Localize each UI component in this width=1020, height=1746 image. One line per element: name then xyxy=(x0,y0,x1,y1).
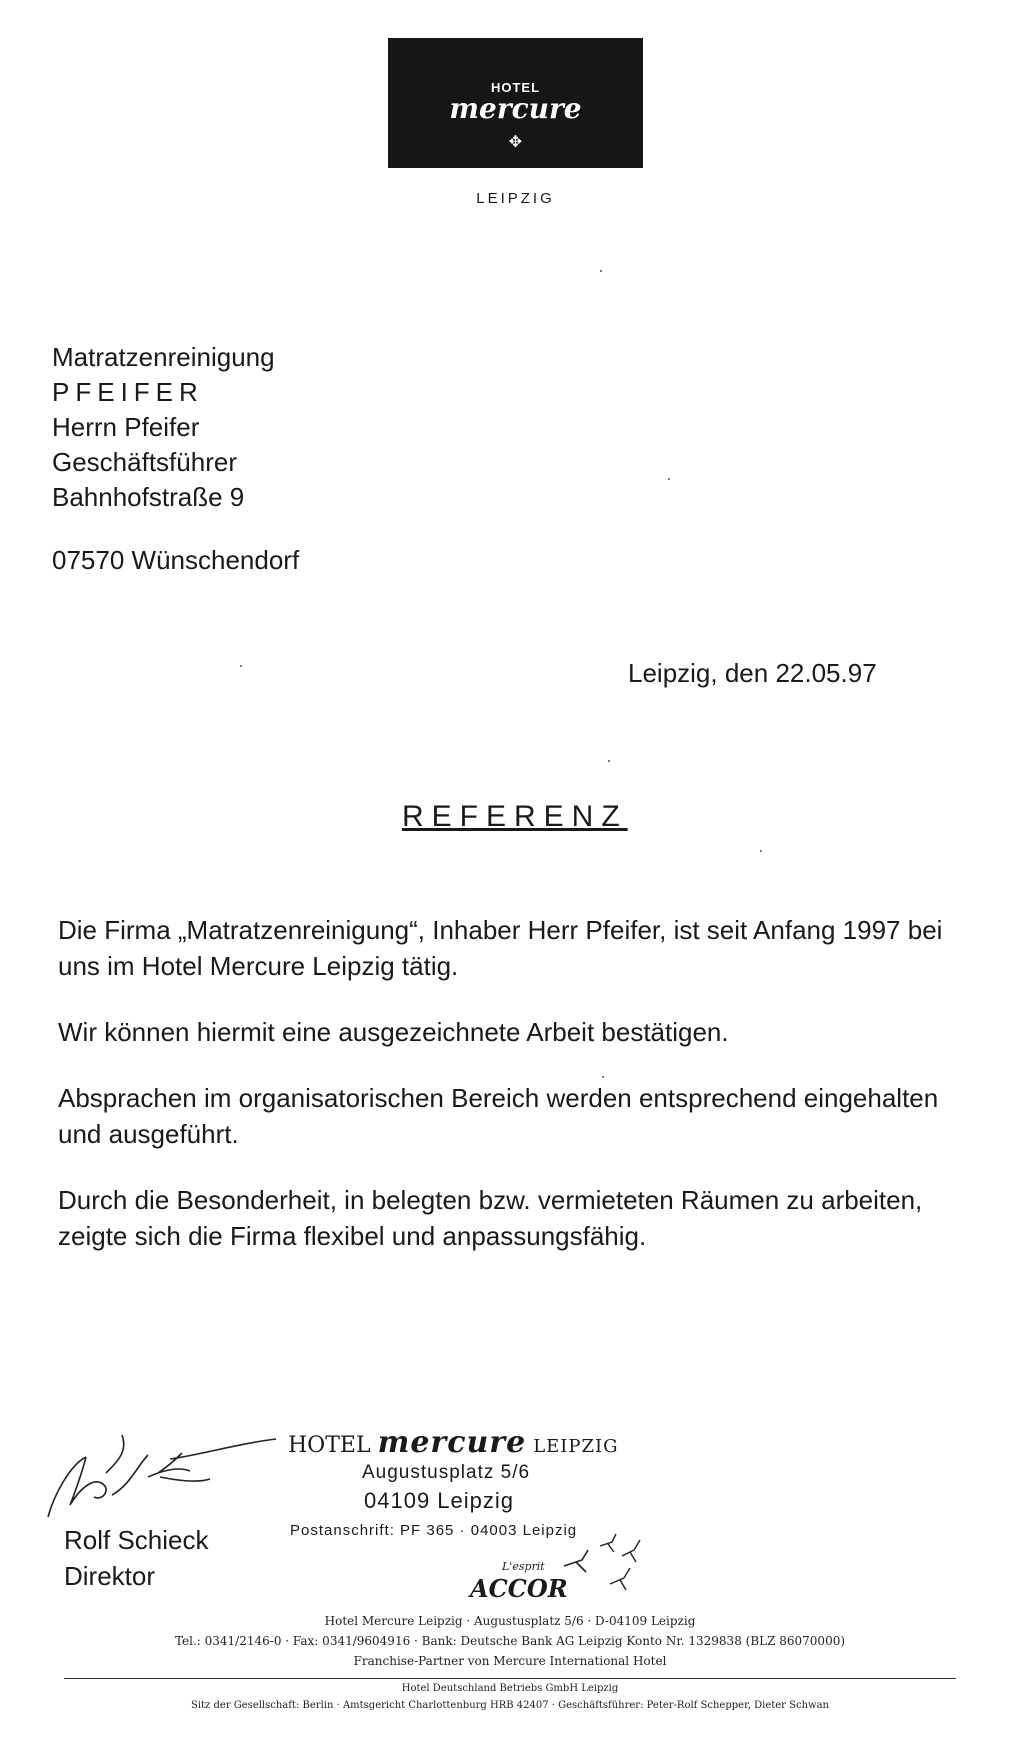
stamp-city: LEIPZIG xyxy=(533,1436,619,1457)
recipient-city: 07570 Wünschendorf xyxy=(52,545,300,575)
recipient-street: Bahnhofstraße 9 xyxy=(52,482,245,512)
letter-date: Leipzig, den 22.05.97 xyxy=(628,658,877,688)
recipient-company: Matratzenreinigung xyxy=(52,342,275,372)
logo-hotel-text: HOTEL xyxy=(490,80,541,95)
signer-block xyxy=(64,1522,209,1594)
handwritten-signature xyxy=(40,1425,280,1525)
footer-franchise: Franchise-Partner von Mercure International Hotel xyxy=(353,1654,667,1668)
body-paragraph: Durch die Besonderheit, in belegten bzw. vermieteten Räumen zu arbeiten, zeigte sich die Firma flexibel und anpassungsfähig. xyxy=(58,1185,923,1251)
logo-city: LEIPZIG xyxy=(476,190,555,207)
signer-title: Direktor xyxy=(64,1561,156,1591)
scan-speck xyxy=(600,270,602,272)
footer-contact-bank: Tel.: 0341/2146-0 · Fax: 0341/9604916 · Bank: Deutsche Bank AG Leipzig Konto Nr. 1329838 (BLZ 86070000) xyxy=(174,1634,846,1648)
accor-name: ACCOR xyxy=(470,1574,568,1603)
accor-logo xyxy=(470,1532,650,1602)
accor-birds-icon xyxy=(560,1532,650,1602)
recipient-role: Geschäftsführer xyxy=(52,447,237,477)
stamp-hotel: HOTEL xyxy=(288,1433,371,1458)
stamp-street: Augustusplatz 5/6 xyxy=(362,1462,531,1483)
logo-star-icon: ✥ xyxy=(508,134,523,151)
recipient-person: Herrn Pfeifer xyxy=(52,412,200,442)
body-paragraph: Die Firma „Matratzenreinigung“, Inhaber Herr Pfeifer, ist seit Anfang 1997 bei uns im Hotel Mercure Leipzig tätig. xyxy=(58,915,943,981)
stamp-zip-city: 04109 Leipzig xyxy=(364,1488,515,1513)
scan-speck xyxy=(608,760,610,762)
footer-address: Hotel Mercure Leipzig · Augustusplatz 5/6 · D-04109 Leipzig xyxy=(324,1614,696,1628)
footer-registry: Sitz der Gesellschaft: Berlin · Amtsgericht Charlottenburg HRB 42407 · Geschäftsführer: Peter-Rolf Schepper, Dieter Schwan xyxy=(190,1700,829,1711)
scan-speck xyxy=(602,1076,604,1078)
scan-speck xyxy=(760,850,762,852)
hotel-logo xyxy=(388,38,643,168)
logo-brand-text: mercure xyxy=(449,92,582,125)
recipient-address xyxy=(52,340,299,578)
letter-body xyxy=(58,912,988,1284)
stamp-brand: mercure xyxy=(377,1425,527,1460)
letter-heading: REFERENZ xyxy=(402,800,628,833)
scan-speck xyxy=(240,665,242,667)
body-paragraph: Absprachen im organisatorischen Bereich werden entsprechend eingehalten und ausgeführt. xyxy=(58,1083,939,1149)
footer-company: Hotel Deutschland Betriebs GmbH Leipzig xyxy=(401,1683,619,1694)
footer-divider xyxy=(64,1678,956,1679)
body-paragraph: Wir können hiermit eine ausgezeichnete Arbeit bestätigen. xyxy=(58,1017,729,1047)
stamp-postal: Postanschrift: PF 365 · 04003 Leipzig xyxy=(290,1522,578,1539)
signer-name: Rolf Schieck xyxy=(64,1525,209,1555)
accor-tagline: L'esprit xyxy=(502,1560,545,1573)
stamp-title xyxy=(288,1425,619,1460)
scan-speck xyxy=(668,478,670,480)
recipient-company-name: PFEIFER xyxy=(52,377,204,407)
